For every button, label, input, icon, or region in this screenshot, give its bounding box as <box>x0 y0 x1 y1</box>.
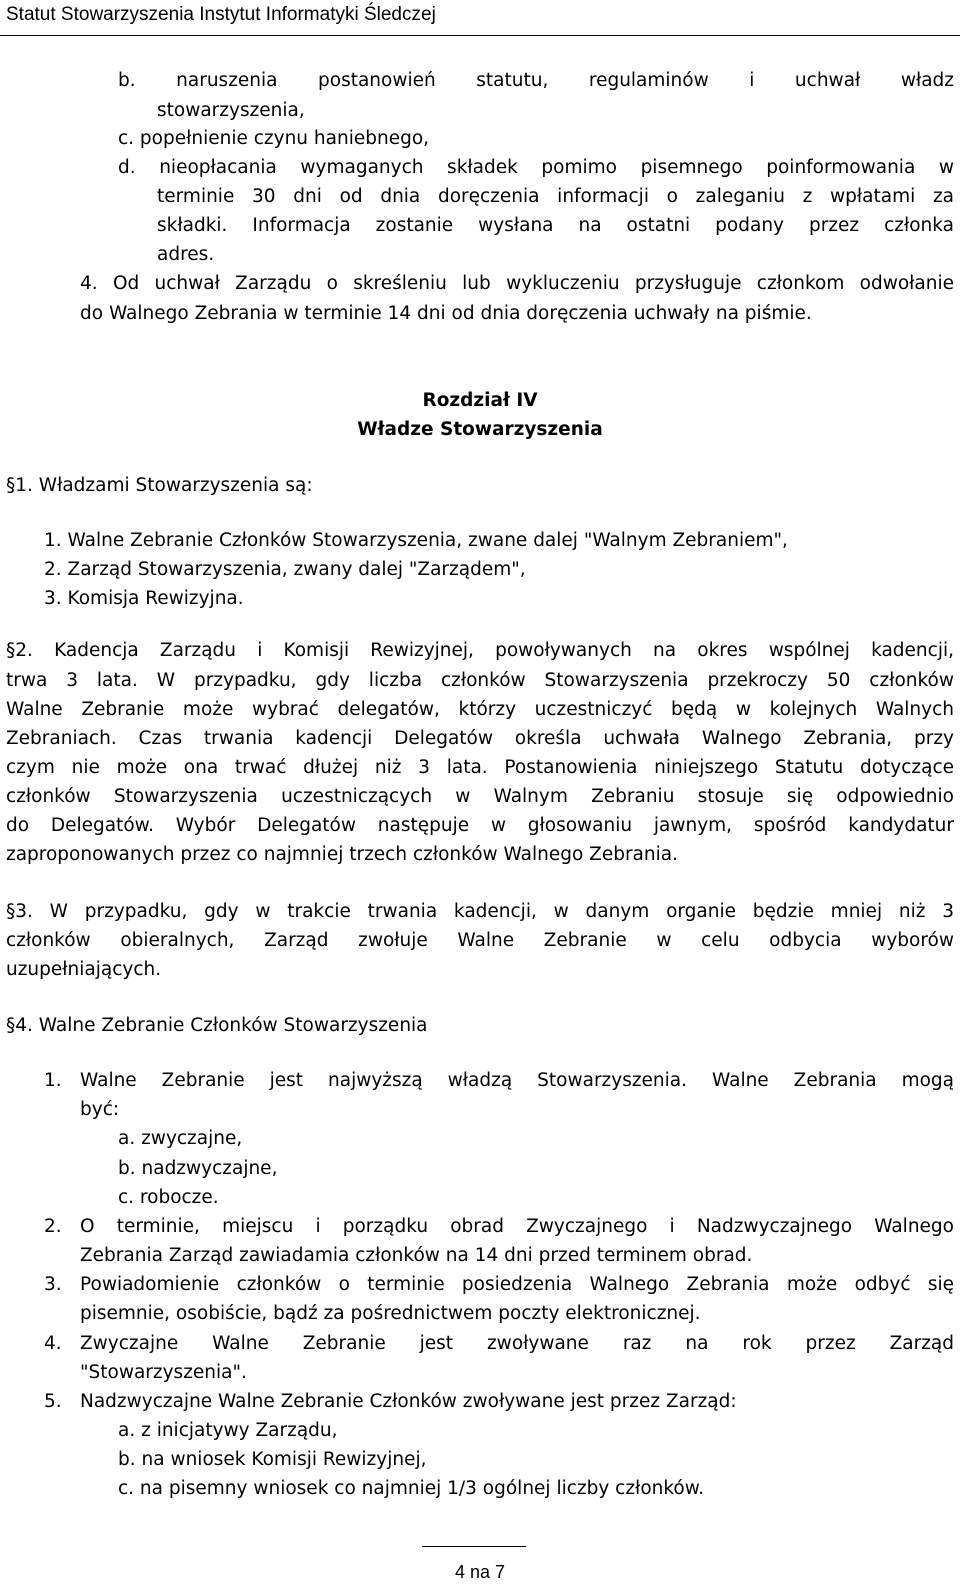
text-line: 2. <box>44 1216 62 1237</box>
text-line: terminie 30 dni od dnia doręczenia informacji o zaleganiu z wpłatami za <box>157 186 954 207</box>
text-line: b. naruszenia postanowień statutu, regulaminów i uchwał władz <box>118 70 954 91</box>
text-line: "Stowarzyszenia". <box>80 1362 247 1383</box>
text-line: stowarzyszenia, <box>157 100 305 121</box>
text-line: 3. Komisja Rewizyjna. <box>44 588 244 609</box>
text-line: c. popełnienie czynu haniebnego, <box>118 128 430 149</box>
text-line: §4. Walne Zebranie Członków Stowarzyszenia <box>6 1015 428 1036</box>
text-line: Walne Zebranie może wybrać delegatów, którzy uczestniczyć będą w kolejnych Walnych <box>6 699 954 720</box>
text-line: 1. <box>44 1070 62 1091</box>
text-line: §1. Władzami Stowarzyszenia są: <box>6 475 313 496</box>
text-line: Walne Zebranie jest najwyższą władzą Stowarzyszenia. Walne Zebrania mogą <box>80 1070 954 1091</box>
text-line: §2. Kadencja Zarządu i Komisji Rewizyjnej, powoływanych na okres wspólnej kadencji, <box>6 640 954 661</box>
text-line: składki. Informacja zostanie wysłana na ostatni podany przez członka <box>157 215 954 236</box>
text-line: być: <box>80 1099 120 1120</box>
text-line: Zebraniach. Czas trwania kadencji Delegatów określa uchwała Walnego Zebrania, przy <box>6 728 954 749</box>
text-line: b. nadzwyczajne, <box>118 1158 278 1179</box>
page-number: 4 na 7 <box>454 1562 506 1582</box>
text-line: do Delegatów. Wybór Delegatów następuje w głosowaniu jawnym, spośród kandydatur <box>6 815 954 836</box>
footer-divider <box>422 1546 526 1547</box>
text-line: 2. Zarząd Stowarzyszenia, zwany dalej "Zarządem", <box>44 559 526 580</box>
text-line: §3. W przypadku, gdy w trakcie trwania kadencji, w danym organie będzie mniej niż 3 <box>6 901 954 922</box>
text-line: O terminie, miejscu i porządku obrad Zwyczajnego i Nadzwyczajnego Walnego <box>80 1216 954 1237</box>
text-line: zaproponowanych przez co najmniej trzech członków Walnego Zebrania. <box>6 844 678 865</box>
text-line: trwa 3 lata. W przypadku, gdy liczba członków Stowarzyszenia przekroczy 50 członków <box>6 670 954 691</box>
text-line: uzupełniających. <box>6 959 162 980</box>
text-line: członków Stowarzyszenia uczestniczących w Walnym Zebraniu stosuje się odpowiednio <box>6 786 954 807</box>
text-line: Zwyczajne Walne Zebranie jest zwoływane raz na rok przez Zarząd <box>80 1333 954 1354</box>
text-line: 1. Walne Zebranie Członków Stowarzyszenia, zwane dalej "Walnym Zebraniem", <box>44 530 788 551</box>
text-line: b. na wniosek Komisji Rewizyjnej, <box>118 1449 427 1470</box>
text-line: pisemnie, osobiście, bądź za pośrednictwem poczty elektronicznej. <box>80 1303 701 1324</box>
text-line: 3. <box>44 1274 62 1295</box>
text-line: adres. <box>157 244 215 265</box>
page-header <box>0 0 960 36</box>
document-title: Statut Stowarzyszenia Instytut Informatyki Śledczej <box>6 4 436 25</box>
text-line: Nadzwyczajne Walne Zebranie Członków zwoływane jest przez Zarząd: <box>80 1391 737 1412</box>
text-line: Powiadomienie członków o terminie posiedzenia Walnego Zebrania może odbyć się <box>80 1274 954 1295</box>
text-line: do Walnego Zebrania w terminie 14 dni od dnia doręczenia uchwały na piśmie. <box>80 303 812 324</box>
chapter-heading: Rozdział IV <box>422 390 538 411</box>
text-line: 5. <box>44 1391 62 1412</box>
text-line: a. zwyczajne, <box>118 1128 243 1149</box>
text-line: c. robocze. <box>118 1187 219 1208</box>
text-line: Zebrania Zarząd zawiadamia członków na 14 dni przed terminem obrad. <box>80 1245 753 1266</box>
text-line: a. z inicjatywy Zarządu, <box>118 1420 338 1441</box>
text-line: 4. Od uchwał Zarządu o skreśleniu lub wykluczeniu przysługuje członkom odwołanie <box>80 273 954 294</box>
text-line: czym nie może ona trwać dłużej niż 3 lata. Postanowienia niniejszego Statutu dotyczące <box>6 757 954 778</box>
chapter-heading: Władze Stowarzyszenia <box>357 419 603 440</box>
text-line: d. nieopłacania wymaganych składek pomimo pisemnego poinformowania w <box>118 157 954 178</box>
text-line: 4. <box>44 1333 62 1354</box>
text-line: członków obieralnych, Zarząd zwołuje Walne Zebranie w celu odbycia wyborów <box>6 930 954 951</box>
text-line: c. na pisemny wniosek co najmniej 1/3 ogólnej liczby członków. <box>118 1478 705 1499</box>
